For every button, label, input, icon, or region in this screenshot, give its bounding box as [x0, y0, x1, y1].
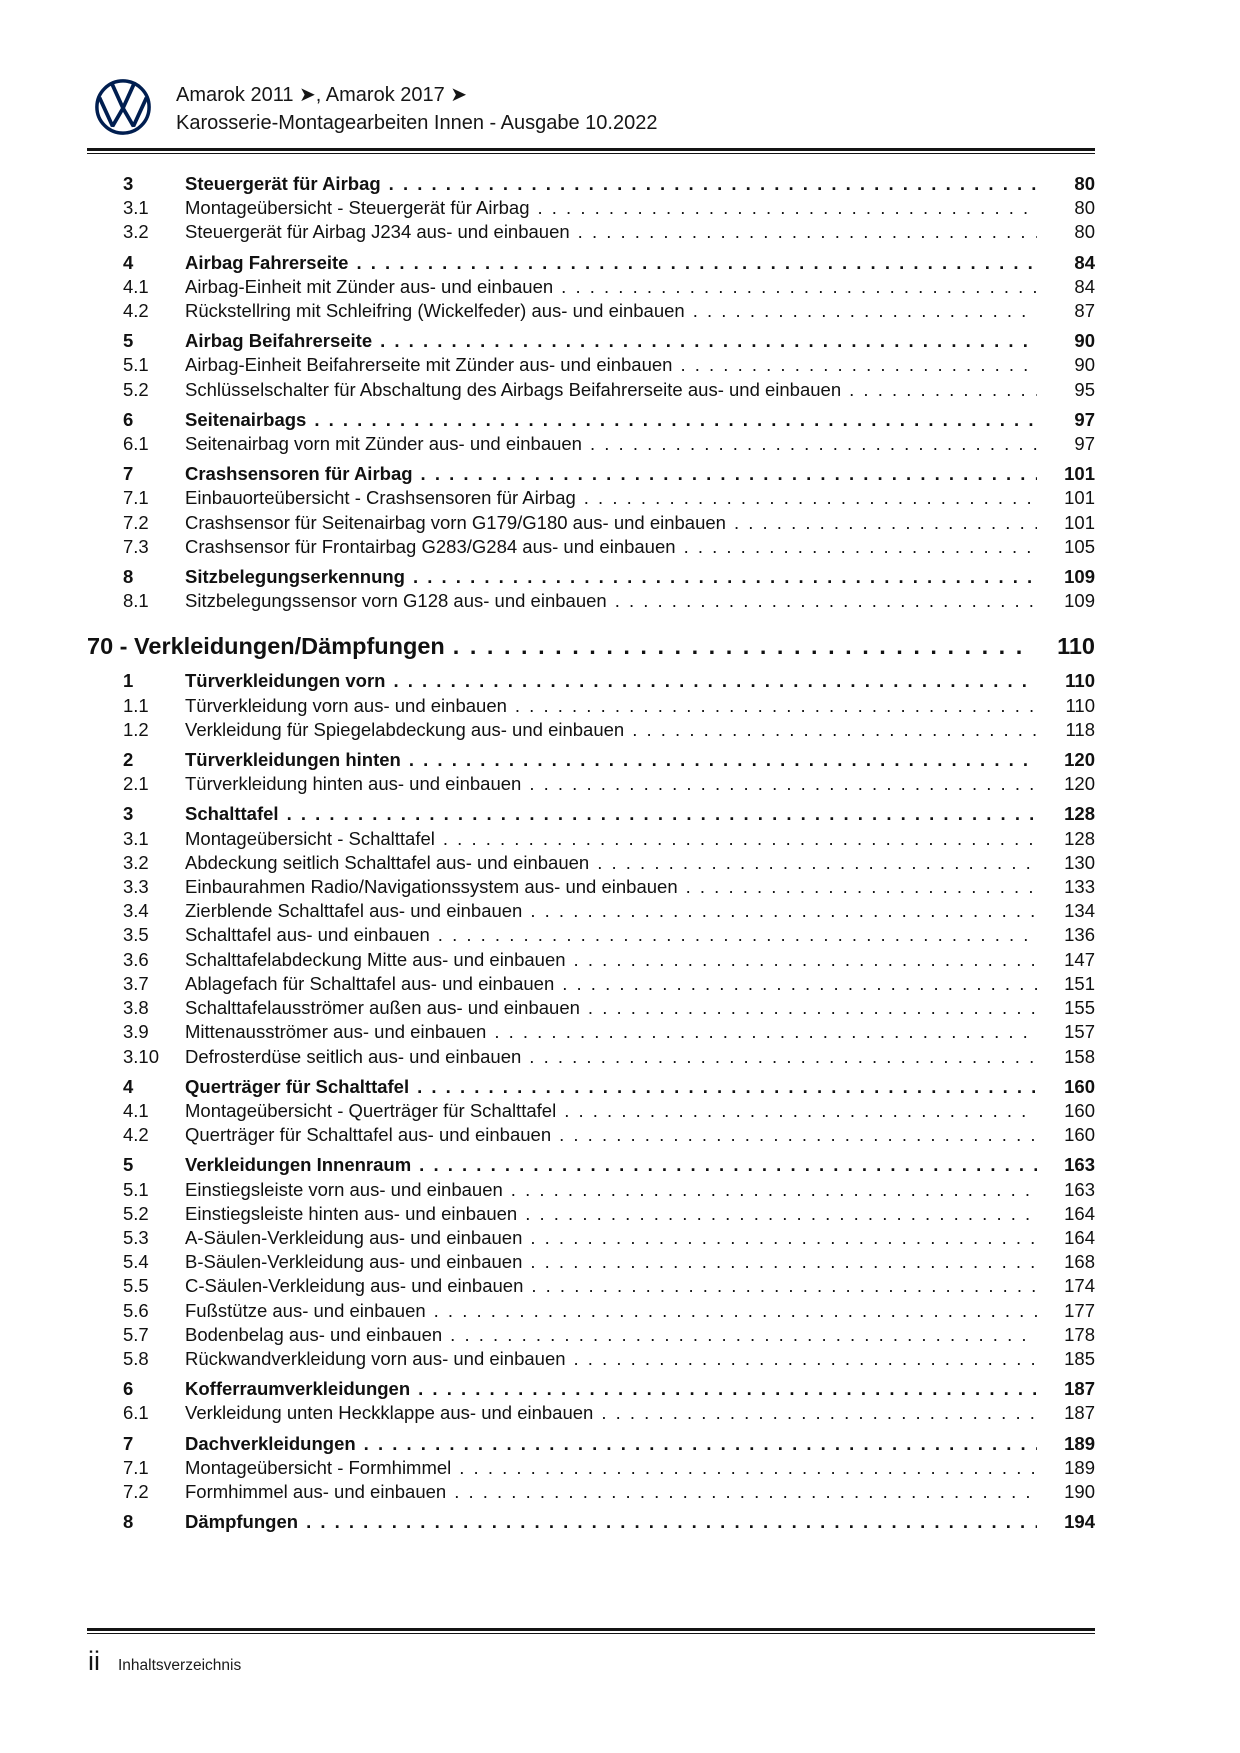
- toc-entry-number: 7: [123, 1432, 134, 1454]
- toc-entry-page-number: 136: [1064, 924, 1095, 946]
- toc-entry-page-number: 120: [1064, 749, 1095, 771]
- toc-entry: [87, 694, 1095, 718]
- toc-entry-title: Dachverkleidungen: [185, 1432, 356, 1454]
- dot-leader: [438, 923, 1037, 947]
- toc-entry-number: 3.1: [123, 827, 149, 849]
- toc-entry-page-number: 189: [1064, 1456, 1095, 1478]
- toc-entry-number: 5.1: [123, 354, 149, 376]
- toc-entry-number: 7.2: [123, 1480, 149, 1502]
- toc-entry-page-number: 110: [1065, 694, 1095, 716]
- toc-entry-number: 3: [123, 173, 134, 194]
- toc-entry-title: Querträger für Schalttafel aus- und einbauen: [185, 1124, 552, 1146]
- toc-entry-title: Verkleidung unten Heckklappe aus- und einbauen: [185, 1402, 594, 1424]
- toc-entry: [87, 462, 1095, 486]
- header-document-title: Karosserie-Montagearbeiten Innen - Ausgabe 10.2022: [176, 112, 658, 134]
- toc-entry-number: 7.3: [123, 535, 149, 557]
- toc-entry-page-number: 101: [1064, 487, 1095, 509]
- toc-entry: [87, 378, 1095, 402]
- toc-entry: [87, 1456, 1095, 1480]
- toc-entry: [87, 1123, 1095, 1147]
- toc-entry: [87, 802, 1095, 826]
- toc-entry: [87, 1075, 1095, 1099]
- toc-entry-title: Defrosterdüse seitlich aus- und einbauen: [185, 1045, 522, 1067]
- dot-leader: [574, 948, 1037, 972]
- toc-entry-page-number: 160: [1064, 1099, 1095, 1121]
- toc-entry-page-number: 187: [1064, 1402, 1095, 1424]
- toc-entry-number: 8: [123, 1511, 134, 1533]
- toc-entry-page-number: 155: [1064, 997, 1095, 1019]
- toc-entry: [87, 511, 1095, 535]
- toc-entry: [87, 772, 1095, 796]
- toc-entry-number: 8: [123, 566, 134, 588]
- toc-entry-number: 6: [123, 1378, 134, 1400]
- toc-entry-number: 3.3: [123, 876, 149, 898]
- dot-leader: [454, 1480, 1037, 1504]
- toc-entry-page-number: 128: [1064, 803, 1095, 825]
- toc-entry-title: Fußstütze aus- und einbauen: [185, 1299, 426, 1321]
- toc-entry-title: Crashsensoren für Airbag: [185, 463, 413, 485]
- dot-leader: [419, 1153, 1037, 1177]
- toc-entry-number: 4.2: [123, 300, 149, 322]
- toc-entry: [87, 1323, 1095, 1347]
- toc-entry: [87, 486, 1095, 510]
- dot-leader: [413, 565, 1037, 589]
- toc-entry-page-number: 147: [1064, 948, 1095, 970]
- toc-entry-title: Steuergerät für Airbag: [185, 173, 381, 194]
- dot-leader: [314, 408, 1037, 432]
- toc-entry: [87, 1045, 1095, 1069]
- dot-leader: [531, 1274, 1037, 1298]
- toc-entry-page-number: 164: [1064, 1202, 1095, 1224]
- toc-entry-page-number: 163: [1064, 1154, 1095, 1176]
- toc-entry-title: Dämpfungen: [185, 1511, 299, 1533]
- toc-entry-number: 6: [123, 408, 134, 430]
- dot-leader: [494, 1020, 1037, 1044]
- toc-entry-title: Sitzbelegungserkennung: [185, 566, 405, 588]
- toc-entry-title: Bodenbelag aus- und einbauen: [185, 1323, 443, 1345]
- toc-entry-title: Einstiegsleiste hinten aus- und einbauen: [185, 1202, 518, 1224]
- toc-entry-page-number: 130: [1064, 851, 1095, 873]
- toc-entry-number: 3: [123, 803, 134, 825]
- toc-entry-page-number: 157: [1064, 1021, 1095, 1043]
- toc-entry: [87, 1274, 1095, 1298]
- toc-entry-page-number: 97: [1074, 408, 1095, 430]
- toc-entry-title: Türverkleidung hinten aus- und einbauen: [185, 773, 522, 795]
- toc-entry: [87, 1099, 1095, 1123]
- dot-leader: [417, 1075, 1037, 1099]
- toc-entry-number: 3.4: [123, 900, 149, 922]
- toc-entry: [87, 220, 1095, 244]
- toc-entry-page-number: 109: [1064, 590, 1095, 612]
- toc-entry-title: Airbag-Einheit mit Zünder aus- und einbauen: [185, 275, 554, 297]
- toc-entry-number: 4.2: [123, 1124, 149, 1146]
- toc-entry-page-number: 84: [1074, 251, 1095, 273]
- toc-entry: [87, 972, 1095, 996]
- toc-entry-number: 2: [123, 749, 134, 771]
- toc-entry-title: Steuergerät für Airbag J234 aus- und einbauen: [185, 221, 570, 243]
- toc-entry-page-number: 80: [1074, 221, 1095, 243]
- toc-entry: [87, 948, 1095, 972]
- toc-entry-number: 4.1: [123, 1099, 149, 1121]
- dot-leader: [380, 329, 1037, 353]
- toc-entry-page-number: 190: [1064, 1480, 1095, 1502]
- toc-entry-title: Seitenairbag vorn mit Zünder aus- und einbauen: [185, 433, 582, 455]
- toc-entry-page-number: 189: [1064, 1432, 1095, 1454]
- toc-entry-number: 7: [123, 463, 134, 485]
- toc-entry-page-number: 134: [1064, 900, 1095, 922]
- dot-leader: [632, 718, 1037, 742]
- toc-entry: [87, 1510, 1095, 1534]
- toc-entry: [87, 535, 1095, 559]
- toc-entry-page-number: 110: [1065, 670, 1095, 692]
- toc-entry-page-number: 151: [1064, 972, 1095, 994]
- dot-leader: [590, 432, 1037, 456]
- dot-leader: [849, 378, 1037, 402]
- toc-entry-title: Airbag Fahrerseite: [185, 251, 349, 273]
- toc-entry-title: Sitzbelegungssensor vorn G128 aus- und einbauen: [185, 590, 607, 612]
- toc-entry-number: 7.1: [123, 1456, 149, 1478]
- toc-entry: [87, 1432, 1095, 1456]
- toc-entry-page-number: 80: [1074, 173, 1095, 194]
- toc-entry-page-number: 164: [1064, 1226, 1095, 1248]
- toc-entry: [87, 275, 1095, 299]
- dot-leader: [584, 486, 1037, 510]
- toc-entry-number: 1: [123, 670, 134, 692]
- toc-entry: [87, 1178, 1095, 1202]
- toc-entry: [87, 1250, 1095, 1274]
- toc-entry-page-number: 177: [1064, 1299, 1095, 1321]
- toc-entry-number: 4: [123, 251, 134, 273]
- toc-entry-number: 7.1: [123, 487, 149, 509]
- dot-leader: [564, 1099, 1037, 1123]
- toc-entry-number: 5.5: [123, 1275, 149, 1297]
- dot-leader: [601, 1401, 1037, 1425]
- toc-entry-page-number: 163: [1064, 1178, 1095, 1200]
- toc-entry-title: Ablagefach für Schalttafel aus- und einbauen: [185, 972, 555, 994]
- toc-entry-page-number: 87: [1074, 300, 1095, 322]
- toc-entry-number: 3.2: [123, 851, 149, 873]
- toc-entry: [87, 565, 1095, 589]
- toc-entry: [87, 172, 1095, 196]
- vw-logo-icon: [94, 78, 152, 136]
- toc-entry-page-number: 101: [1064, 463, 1095, 485]
- dot-leader: [393, 669, 1037, 693]
- toc-entry-page-number: 84: [1074, 275, 1095, 297]
- dot-leader: [597, 851, 1037, 875]
- toc-entry: [87, 669, 1095, 693]
- toc-entry: [87, 1401, 1095, 1425]
- toc-entry-title: Verkleidungen Innenraum: [185, 1154, 412, 1176]
- toc-entry-page-number: 187: [1064, 1378, 1095, 1400]
- toc-entry-title: Einstiegsleiste vorn aus- und einbauen: [185, 1178, 503, 1200]
- toc-entry-title: Rückwandverkleidung vorn aus- und einbauen: [185, 1347, 566, 1369]
- toc-entry-number: 3.7: [123, 972, 149, 994]
- dot-leader: [389, 172, 1037, 196]
- toc-entry-title: B-Säulen-Verkleidung aus- und einbauen: [185, 1251, 523, 1273]
- dot-leader: [686, 875, 1037, 899]
- toc-entry-number: 5.2: [123, 378, 149, 400]
- toc-entry-title: Airbag Beifahrerseite: [185, 330, 373, 352]
- toc-entry: [87, 1226, 1095, 1250]
- toc-entry-page-number: 95: [1074, 378, 1095, 400]
- footer-rule: [87, 1628, 1095, 1634]
- dot-leader: [530, 1250, 1037, 1274]
- toc-entry-number: 5.6: [123, 1299, 149, 1321]
- toc-entry-page-number: 178: [1064, 1323, 1095, 1345]
- toc-entry-title: Montageübersicht - Formhimmel: [185, 1456, 452, 1478]
- toc-entry-page-number: 80: [1074, 197, 1095, 219]
- toc-entry-page-number: 194: [1064, 1511, 1095, 1533]
- toc-entry-page-number: 90: [1074, 354, 1095, 376]
- toc-entry: [87, 329, 1095, 353]
- dot-leader: [364, 1432, 1037, 1456]
- toc-entry: [87, 748, 1095, 772]
- dot-leader: [515, 694, 1037, 718]
- toc-entry-page-number: 168: [1064, 1251, 1095, 1273]
- dot-leader: [562, 972, 1037, 996]
- toc-entry-number: 1.2: [123, 718, 149, 740]
- toc-entry-number: 2.1: [123, 773, 149, 795]
- dot-leader: [578, 220, 1037, 244]
- dot-leader: [450, 1323, 1037, 1347]
- toc-entry: [87, 1153, 1095, 1177]
- footer-section-label: Inhaltsverzeichnis: [118, 1657, 242, 1674]
- toc-entry-page-number: 160: [1064, 1124, 1095, 1146]
- table-of-contents: [87, 166, 1095, 1534]
- dot-leader: [287, 802, 1037, 826]
- toc-entry-title: Kofferraumverkleidungen: [185, 1378, 411, 1400]
- toc-entry-title: Schlüsselschalter für Abschaltung des Airbags Beifahrerseite aus- und einbauen: [185, 378, 842, 400]
- dot-leader: [453, 630, 1033, 662]
- toc-entry: [87, 875, 1095, 899]
- dot-leader: [615, 589, 1037, 613]
- toc-entry-page-number: 160: [1064, 1075, 1095, 1097]
- toc-entry-title: A-Säulen-Verkleidung aus- und einbauen: [185, 1226, 523, 1248]
- toc-entry: [87, 1020, 1095, 1044]
- dot-leader: [559, 1123, 1037, 1147]
- toc-entry-title: Crashsensor für Frontairbag G283/G284 aus- und einbauen: [185, 535, 676, 557]
- dot-leader: [530, 1226, 1037, 1250]
- toc-entry-number: 5.3: [123, 1226, 149, 1248]
- toc-entry: [87, 899, 1095, 923]
- toc-entry-page-number: 97: [1074, 433, 1095, 455]
- toc-entry-title: Rückstellring mit Schleifring (Wickelfeder) aus- und einbauen: [185, 300, 685, 322]
- toc-entry-page-number: 105: [1064, 535, 1095, 557]
- dot-leader: [529, 1045, 1037, 1069]
- toc-entry-title: Einbaurahmen Radio/Navigationssystem aus- und einbauen: [185, 876, 678, 898]
- dot-leader: [356, 251, 1037, 275]
- toc-entry-page-number: 158: [1064, 1045, 1095, 1067]
- toc-entry-number: 5.4: [123, 1251, 149, 1273]
- toc-entry-number: 6.1: [123, 1402, 149, 1424]
- footer-page-number: ii: [88, 1646, 100, 1676]
- toc-entry: [87, 718, 1095, 742]
- toc-chapter-label: 70 - Verkleidungen/Dämpfungen: [87, 633, 445, 660]
- toc-entry-number: 5.1: [123, 1178, 149, 1200]
- toc-entry-number: 3.9: [123, 1021, 149, 1043]
- dot-leader: [734, 511, 1037, 535]
- toc-entry-title: Montageübersicht - Querträger für Schalttafel: [185, 1099, 557, 1121]
- toc-entry-title: Abdeckung seitlich Schalttafel aus- und einbauen: [185, 851, 590, 873]
- toc-entry: [87, 589, 1095, 613]
- toc-entry-title: Türverkleidungen vorn: [185, 670, 386, 692]
- dot-leader: [588, 996, 1037, 1020]
- toc-entry-number: 4.1: [123, 275, 149, 297]
- toc-entry-title: Montageübersicht - Schalttafel: [185, 827, 435, 849]
- header-rule: [87, 148, 1095, 154]
- toc-entry-number: 3.5: [123, 924, 149, 946]
- toc-entry-title: Türverkleidung vorn aus- und einbauen: [185, 694, 507, 716]
- toc-entry-title: Querträger für Schalttafel: [185, 1075, 410, 1097]
- dot-leader: [511, 1178, 1037, 1202]
- toc-entry-number: 3.6: [123, 948, 149, 970]
- toc-chapter-page-number: 110: [1057, 633, 1095, 660]
- toc-entry: [87, 353, 1095, 377]
- toc-entry-title: Schalttafel aus- und einbauen: [185, 924, 430, 946]
- toc-entry-number: 1.1: [123, 694, 149, 716]
- dot-leader: [418, 1377, 1037, 1401]
- toc-entry: [87, 1377, 1095, 1401]
- toc-entry-number: 3.10: [123, 1045, 160, 1067]
- toc-entry: [87, 196, 1095, 220]
- header-model-line: Amarok 2011 ➤, Amarok 2017 ➤: [176, 84, 468, 106]
- toc-entry: [87, 251, 1095, 275]
- dot-leader: [434, 1299, 1037, 1323]
- toc-entry-title: Türverkleidungen hinten: [185, 749, 401, 771]
- toc-entry: [87, 1299, 1095, 1323]
- toc-entry-number: 5: [123, 330, 134, 352]
- toc-entry-title: C-Säulen-Verkleidung aus- und einbauen: [185, 1275, 524, 1297]
- dot-leader: [561, 275, 1037, 299]
- toc-entry-number: 5.7: [123, 1323, 149, 1345]
- page-footer: [88, 1646, 241, 1676]
- toc-entry-title: Montageübersicht - Steuergerät für Airbag: [185, 197, 530, 219]
- toc-entry: [87, 996, 1095, 1020]
- dot-leader: [421, 462, 1037, 486]
- dot-leader: [529, 772, 1037, 796]
- toc-entry: [87, 1202, 1095, 1226]
- toc-entry-number: 5.2: [123, 1202, 149, 1224]
- toc-entry: [87, 432, 1095, 456]
- toc-entry-number: 4: [123, 1075, 134, 1097]
- toc-entry-number: 8.1: [123, 590, 149, 612]
- toc-entry-title: Schalttafel: [185, 803, 279, 825]
- toc-entry: [87, 299, 1095, 323]
- toc-entry-page-number: 120: [1064, 773, 1095, 795]
- dot-leader: [459, 1456, 1037, 1480]
- toc-entry-page-number: 109: [1064, 566, 1095, 588]
- toc-entry: [87, 408, 1095, 432]
- dot-leader: [684, 535, 1037, 559]
- page-header: [94, 78, 657, 137]
- toc-entry-title: Zierblende Schalttafel aus- und einbauen: [185, 900, 523, 922]
- toc-entry-title: Formhimmel aus- und einbauen: [185, 1480, 447, 1502]
- toc-entry: [87, 827, 1095, 851]
- toc-entry-number: 6.1: [123, 433, 149, 455]
- dot-leader: [409, 748, 1037, 772]
- toc-entry-number: 5.8: [123, 1347, 149, 1369]
- dot-leader: [306, 1510, 1037, 1534]
- toc-entry: [87, 923, 1095, 947]
- dot-leader: [530, 899, 1037, 923]
- toc-entry: [87, 851, 1095, 875]
- dot-leader: [680, 353, 1037, 377]
- toc-entry: [87, 1480, 1095, 1504]
- toc-entry-title: Einbauorteübersicht - Crashsensoren für Airbag: [185, 487, 576, 509]
- toc-entry-title: Schalttafelausströmer außen aus- und einbauen: [185, 997, 580, 1019]
- toc-entry-page-number: 133: [1064, 876, 1095, 898]
- toc-entry-page-number: 90: [1074, 330, 1095, 352]
- dot-leader: [693, 299, 1037, 323]
- dot-leader: [443, 827, 1037, 851]
- toc-entry: [87, 1347, 1095, 1371]
- dot-leader: [538, 196, 1038, 220]
- toc-entry-number: 5: [123, 1154, 134, 1176]
- dot-leader: [525, 1202, 1037, 1226]
- toc-entry-title: Schalttafelabdeckung Mitte aus- und einbauen: [185, 948, 566, 970]
- toc-entry-number: 3.2: [123, 221, 149, 243]
- toc-entry-number: 7.2: [123, 511, 149, 533]
- toc-entry-title: Seitenairbags: [185, 408, 307, 430]
- toc-entry-page-number: 185: [1064, 1347, 1095, 1369]
- toc-entry-page-number: 128: [1064, 827, 1095, 849]
- toc-chapter-heading: [87, 630, 1095, 662]
- toc-entry-title: Crashsensor für Seitenairbag vorn G179/G180 aus- und einbauen: [185, 511, 726, 533]
- toc-entry-number: 3.8: [123, 997, 149, 1019]
- toc-entry-title: Mittenausströmer aus- und einbauen: [185, 1021, 487, 1043]
- toc-entry-number: 3.1: [123, 197, 149, 219]
- header-text: [176, 78, 657, 137]
- toc-entry-page-number: 101: [1064, 511, 1095, 533]
- toc-entry-title: Airbag-Einheit Beifahrerseite mit Zünder aus- und einbauen: [185, 354, 673, 376]
- toc-entry-title: Verkleidung für Spiegelabdeckung aus- und einbauen: [185, 718, 625, 740]
- dot-leader: [574, 1347, 1037, 1371]
- toc-entry-page-number: 118: [1065, 718, 1095, 740]
- toc-entry-page-number: 174: [1064, 1275, 1095, 1297]
